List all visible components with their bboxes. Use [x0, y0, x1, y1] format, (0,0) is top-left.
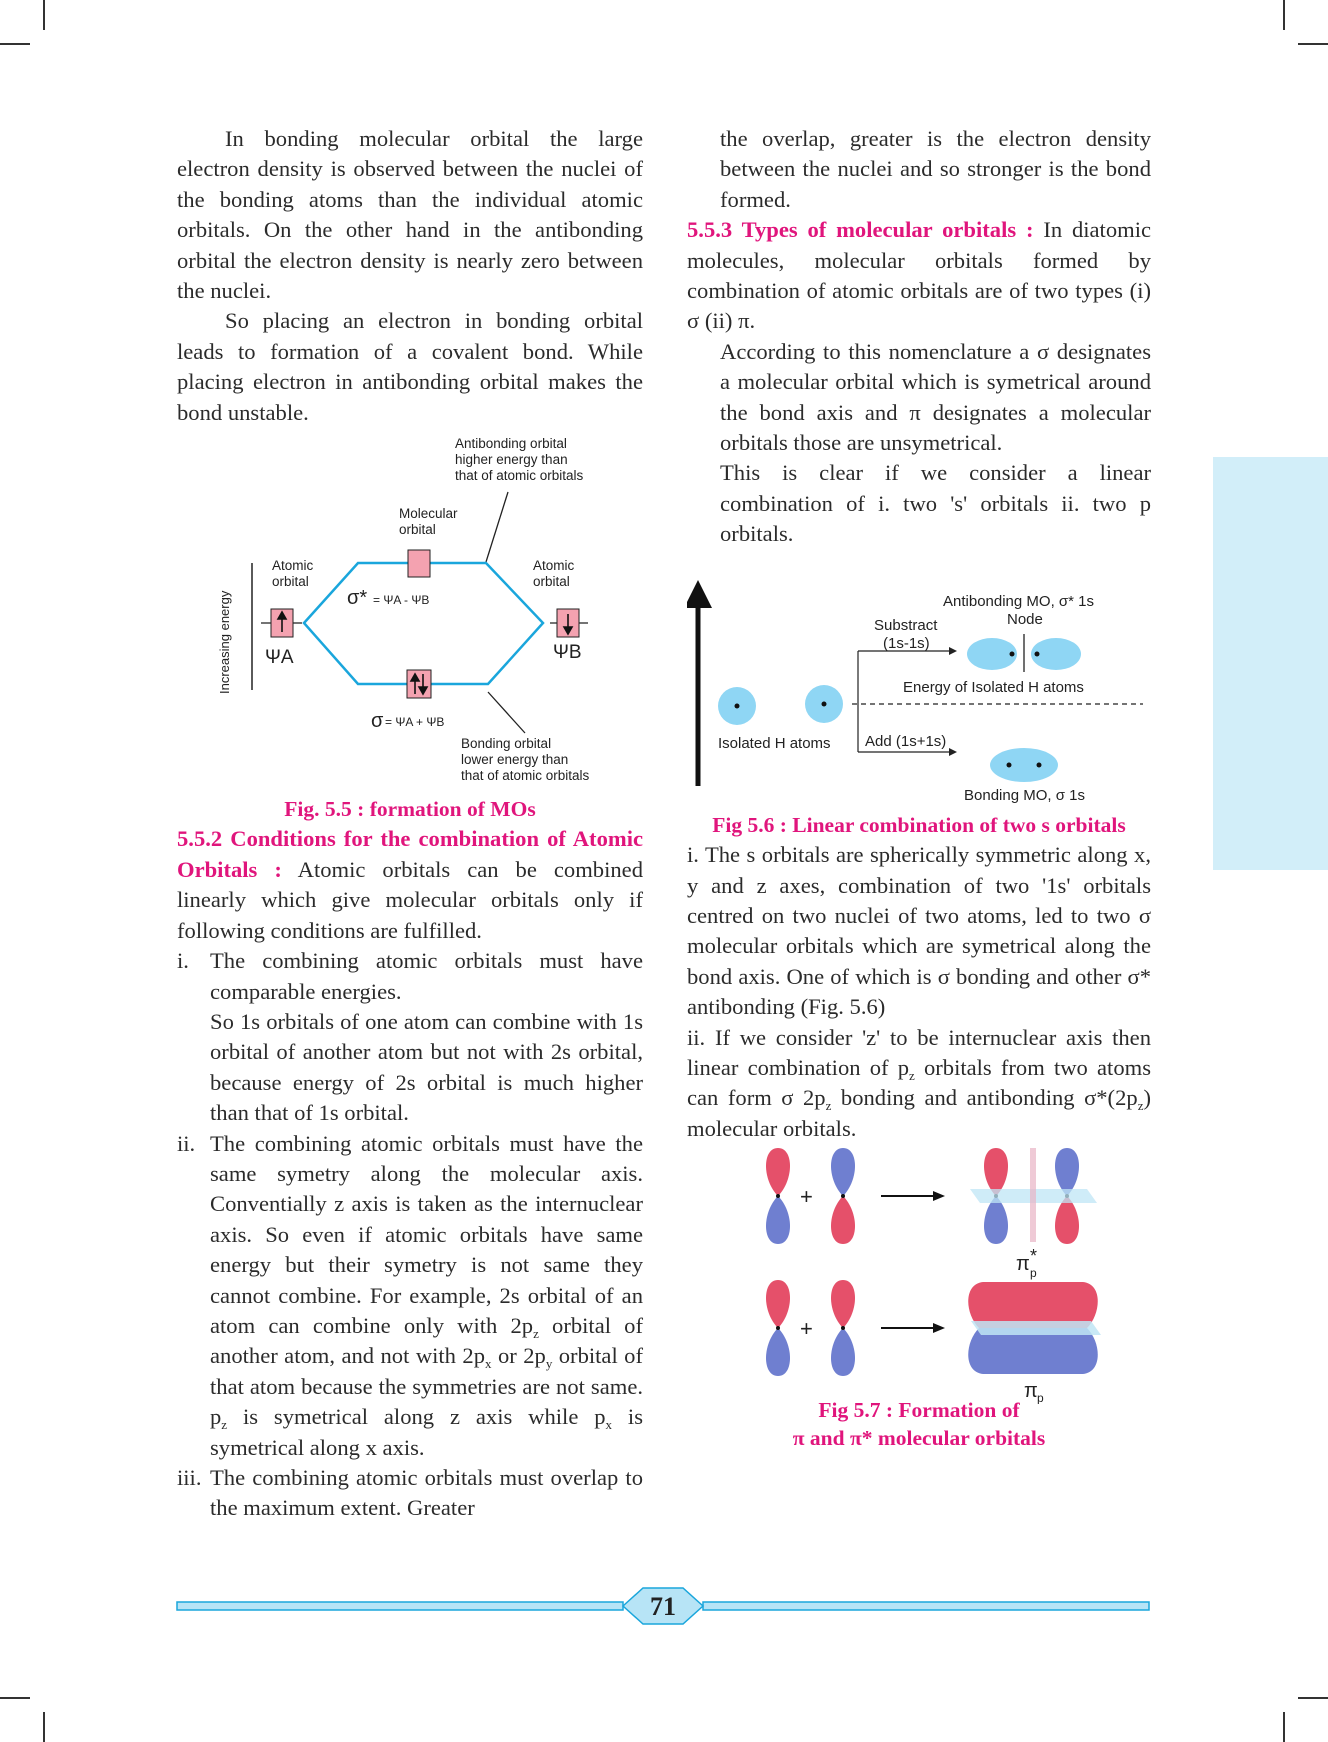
section-5-5-3-heading: 5.5.3 Types of molecular orbitals : [687, 217, 1034, 243]
left-column [177, 124, 643, 1524]
antibonding-note-line: Antibonding orbital [455, 436, 567, 452]
pi-symbol: π [1024, 1380, 1038, 1403]
p-orbitals-text: bonding and antibonding σ*(2p [831, 1085, 1138, 1111]
bonding-note-line: Bonding orbital [461, 736, 552, 752]
plus-sign: + [800, 1184, 813, 1210]
bonding-mo-label: Bonding MO, σ 1s [964, 786, 1085, 804]
paragraph-nomenclature: According to this nomenclature a σ designates a molecular orbital which is symetrical around the bond axis and π designates a molecular orbitals those are unsymetrical. [720, 338, 1151, 456]
figure-5-7-caption-line2: π and π* molecular orbitals [792, 1426, 1046, 1451]
add-label: Add (1s+1s) [865, 732, 947, 750]
substract-label: Substract [874, 616, 938, 634]
subscript: z [1137, 1098, 1144, 1114]
margin-color-band [1213, 457, 1328, 870]
antibonding-note-line: higher energy than [455, 452, 568, 468]
condition-1-explanation: So 1s orbitals of one atom can combine with 1s orbital of another atom but not with 2s orbital, because energy of 2s orbital is much higher than that of 1s orbital. [210, 1008, 643, 1126]
subscript: z [221, 1417, 228, 1433]
pi-star-orbital [970, 1148, 1097, 1244]
crop-mark [1283, 0, 1285, 30]
crop-mark [1298, 43, 1328, 45]
section-5-5-2-intro: Atomic orbitals can be combined linearly which give molecular orbitals only if following conditions are fulfilled. [177, 856, 643, 943]
plus-sign: + [800, 1316, 813, 1342]
p-orbital [831, 1280, 855, 1376]
paragraph-overlap-continued: the overlap, greater is the electron density between the nuclei and so stronger is the bond formed. [720, 126, 1151, 212]
condition-item-1 [177, 946, 643, 1007]
figure-5-5-mo-diagram [177, 428, 643, 798]
isolated-h-atoms-label: Isolated H atoms [718, 734, 831, 752]
page-footer [175, 1584, 1151, 1628]
p-orbital [766, 1280, 790, 1376]
atomic-orbital-right-label: Atomic [533, 558, 575, 574]
substract-sub-label: (1s-1s) [883, 634, 930, 652]
paragraph-bonding-density: In bonding molecular orbital the large electron density is observed between the nuclei of the bonding atoms than the individual atomic orbitals. On the other hand in the antibonding orbital the electron density is nearly zero between the nuclei. [177, 126, 643, 304]
condition-2-text: or 2p [491, 1343, 546, 1369]
figure-5-7-pi-orbitals [687, 1144, 1151, 1404]
item-number: i. [177, 948, 189, 974]
figure-5-6-s-orbital-combination [687, 554, 1151, 808]
crop-mark [0, 1697, 30, 1699]
p-orbitals-text: ii. If we consider 'z' to be internuclear axis then linear combination of p [687, 1024, 1151, 1080]
paragraph-p-orbitals [687, 1023, 1151, 1145]
right-column [687, 124, 1151, 1452]
crop-mark [0, 43, 30, 45]
figure-5-7-caption-line1: Fig 5.7 : Formation of [818, 1398, 1020, 1423]
subscript: z [533, 1325, 539, 1341]
bonding-note-line: lower energy than [461, 752, 569, 768]
crop-mark [43, 0, 45, 30]
crop-mark [43, 1712, 45, 1742]
antibonding-orbital-box [408, 550, 430, 577]
bonding-note-line: that of atomic orbitals [461, 768, 590, 784]
node-label: Node [1007, 610, 1043, 628]
pi-bonding-orbital [968, 1282, 1101, 1374]
atomic-orbital-left-label: Atomic [272, 558, 314, 574]
psi-a-label: ΨA [265, 647, 294, 669]
section-5-5-3-intro: In diatomic molecules, molecular orbitals formed by combination of atomic orbitals are of two types (i) σ (ii) π. [687, 217, 1151, 334]
sigma-equation: = ΨA + ΨB [385, 715, 445, 730]
atomic-orbital-left-label: orbital [272, 574, 309, 590]
page-number: 71 [650, 1592, 676, 1621]
sigma-star-symbol: σ* [347, 587, 368, 610]
bonding-orbital-box [407, 670, 431, 698]
item-number: iii. [177, 1465, 202, 1490]
condition-item-2 [177, 1129, 643, 1463]
subscript: x [605, 1417, 613, 1433]
subscript: z [825, 1098, 832, 1114]
psi-b-label: ΨB [553, 642, 582, 664]
atomic-orbital-right-label: orbital [533, 574, 570, 590]
subscript: y [545, 1356, 553, 1372]
section-5-5-3 [687, 215, 1151, 337]
condition-2-text: is symetrical along z axis while p [227, 1404, 606, 1430]
molecular-orbital-label: orbital [399, 522, 436, 538]
antibonding-note-line: that of atomic orbitals [455, 468, 584, 484]
crop-mark [1283, 1712, 1285, 1742]
pi-star-superscript: * [1030, 1246, 1038, 1267]
energy-isolated-label: Energy of Isolated H atoms [903, 678, 1084, 696]
paragraph-covalent-bond: So placing an electron in bonding orbital leads to formation of a covalent bond. While placing electron in antibonding orbital makes the bond unstable. [177, 308, 643, 425]
energy-arrow-head [687, 580, 712, 608]
p-orbital [766, 1148, 790, 1244]
condition-3-text: The combining atomic orbitals must overlap to the maximum extent. Greater [210, 1465, 643, 1521]
condition-item-3 [177, 1463, 643, 1524]
subscript: x [485, 1356, 492, 1372]
pi-subscript: p [1037, 1391, 1044, 1405]
figure-5-6-caption: Fig 5.6 : Linear combination of two s orbitals [712, 812, 1126, 837]
paragraph-s-orbitals: i. The s orbitals are spherically symmetric along x, y and z axes, combination of two '1s' orbitals centred on two nuclei of two atoms, led to two σ molecular orbitals which are symetrical along the bond axis. One of which is σ bonding and other σ* antibonding (Fig. 5.6) [687, 842, 1151, 1020]
pi-star-subscript: p [1030, 1266, 1037, 1281]
energy-axis-label: Increasing energy [217, 590, 232, 695]
p-orbital [831, 1148, 855, 1244]
molecular-orbital-label: Molecular [399, 506, 458, 522]
condition-2-text: is symetrical along x axis. [210, 1404, 643, 1460]
antibonding-mo-label: Antibonding MO, σ* 1s [943, 592, 1095, 610]
paragraph-linear-combination: This is clear if we consider a linear combination of i. two 's' orbitals ii. two p orbitals. [720, 460, 1151, 547]
subscript: z [909, 1067, 915, 1083]
condition-1-text: The combining atomic orbitals must have comparable energies. [210, 948, 643, 1004]
sigma-star-equation: = ΨA - ΨB [373, 593, 430, 608]
section-5-5-2 [177, 824, 643, 946]
figure-5-5-caption: Fig. 5.5 : formation of MOs [284, 797, 536, 822]
sigma-symbol: σ [371, 710, 384, 733]
p-orbitals-text: ) molecular orbitals. [687, 1085, 1151, 1141]
condition-2-text: orbital of that atom because the symmetries are not same. p [210, 1343, 643, 1430]
p-orbitals-text: orbitals from two atoms can form σ 2p [687, 1054, 1151, 1111]
condition-2-text: The combining atomic orbitals must have the same symetry along the molecular axis. Conventially z axis is taken as the internuclear axis. So even if atomic orbitals have same energy but their symetry is not same they cannot combine. For example, 2s orbital of an atom can combine only with 2p [210, 1130, 643, 1338]
condition-2-text: orbital of another atom, and not with 2p [210, 1312, 643, 1369]
item-number: ii. [177, 1130, 196, 1156]
bonding-mo-cloud [990, 748, 1058, 782]
section-5-5-2-heading: 5.5.2 Conditions for the combination of Atomic Orbitals : [177, 826, 643, 882]
pi-star-symbol: π [1016, 1253, 1030, 1276]
crop-mark [1298, 1697, 1328, 1699]
